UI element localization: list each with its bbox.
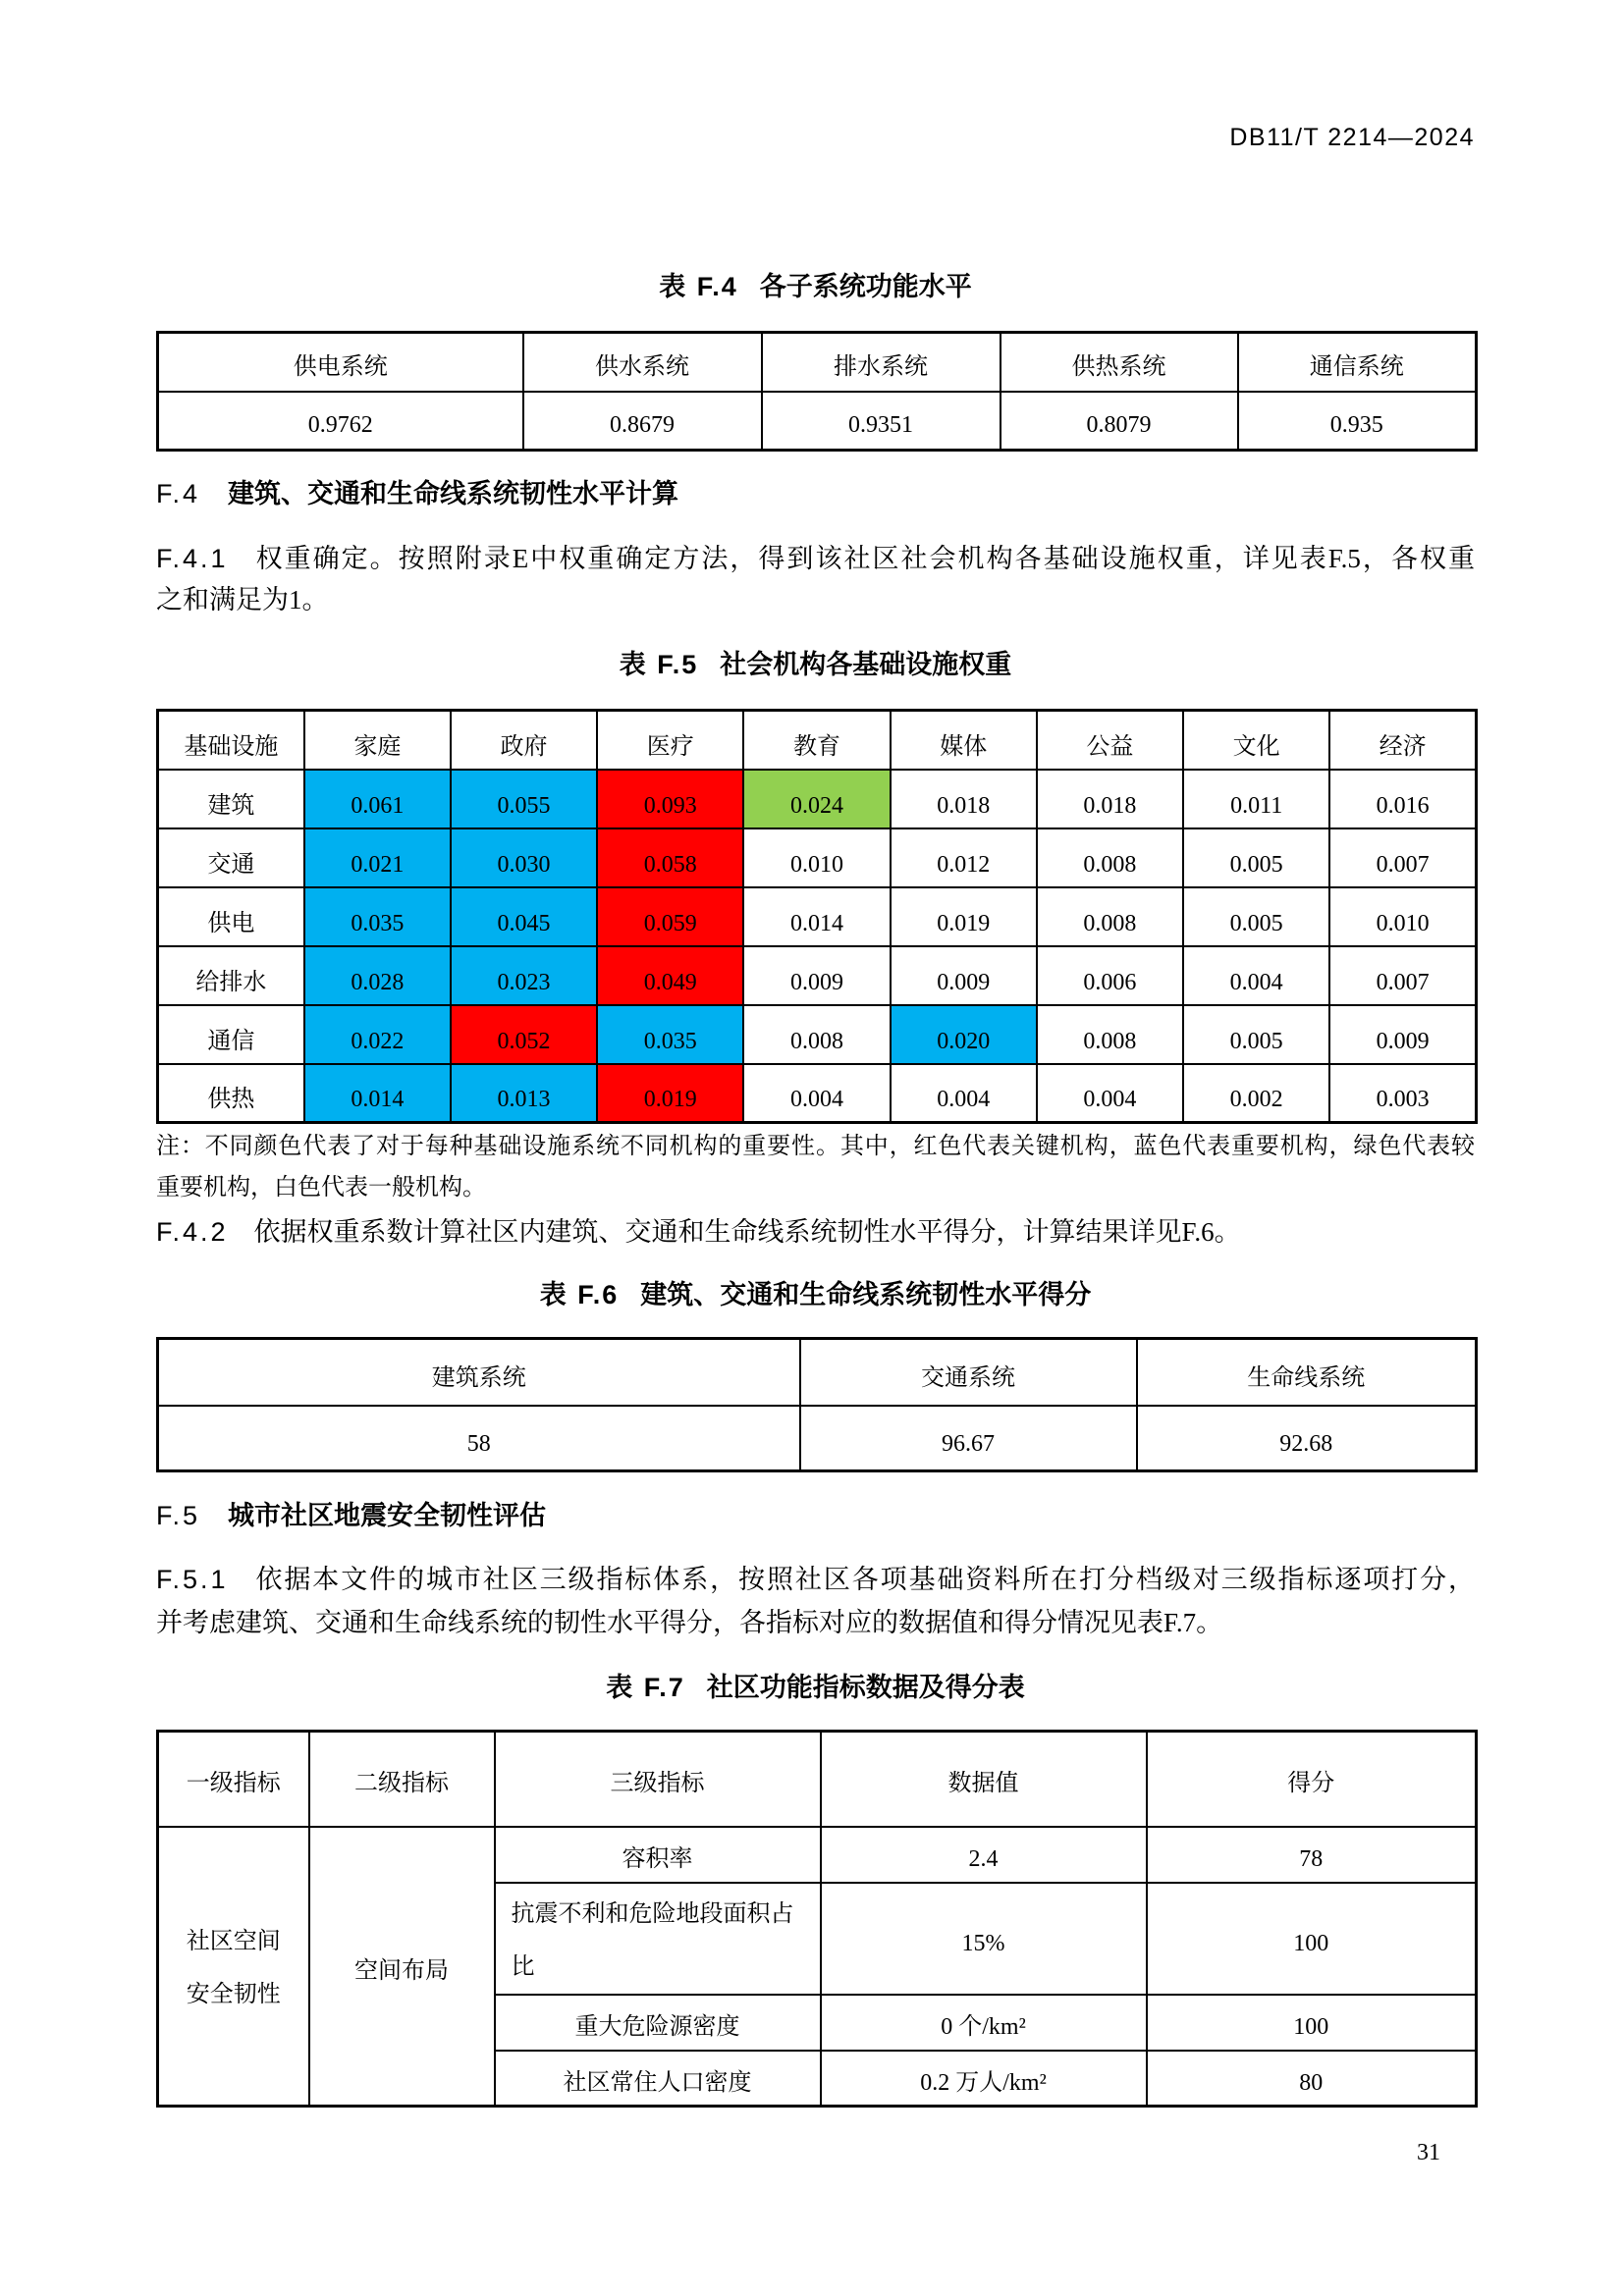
table-f5-header-cell: 经济: [1329, 711, 1476, 770]
weight-cell: 0.024: [743, 770, 890, 828]
infrastructure-name-cell: 通信: [158, 1005, 304, 1064]
table-f6-header-row: [158, 1339, 1477, 1406]
table-f4-header-cell: 供电系统: [158, 333, 523, 392]
table-f7: [156, 1730, 1478, 2108]
weight-cell: 0.035: [597, 1005, 743, 1064]
table-f5-header-cell: 公益: [1037, 711, 1183, 770]
weight-cell: 0.052: [451, 1005, 597, 1064]
level1-indicator-line: 安全韧性: [186, 1981, 281, 2007]
section-number: F.4: [156, 479, 201, 508]
page-number: 31: [1417, 2140, 1440, 2165]
table-f4-header-row: [158, 333, 1477, 392]
level3-indicator-line: 比: [511, 1953, 535, 1980]
table-f4: [156, 331, 1478, 452]
table-f5-row: [158, 887, 1477, 946]
level3-indicator-cell: 重大危险源密度: [495, 1995, 821, 2051]
weight-cell: 0.005: [1183, 828, 1329, 887]
level3-indicator-cell: [495, 1883, 821, 1995]
weight-cell: 0.004: [1037, 1064, 1183, 1123]
note-line: 注：不同颜色代表了对于每种基础设施系统不同机构的重要性。其中，红色代表关键机构，蓝色代表重要机构，绿色代表较: [156, 1134, 1475, 1159]
section-number: F.5: [156, 1501, 201, 1530]
table-f5-title-text: 社会机构各基础设施权重: [720, 650, 1012, 679]
table-f4-title: [156, 269, 1475, 304]
table-f5-label: 表 F.5: [619, 650, 699, 679]
table-f4-value-cell: 0.9762: [158, 392, 523, 451]
weight-cell: 0.007: [1329, 828, 1476, 887]
table-f6-value-cell: 58: [158, 1406, 800, 1471]
score-cell: 100: [1147, 1995, 1477, 2051]
weight-cell: 0.035: [304, 887, 451, 946]
weight-cell: 0.002: [1183, 1064, 1329, 1123]
section-title: 城市社区地震安全韧性评估: [228, 1501, 547, 1530]
weight-cell: 0.008: [1037, 828, 1183, 887]
weight-cell: 0.018: [1037, 770, 1183, 828]
level3-indicator-line: 抗震不利和危险地段面积占: [511, 1900, 794, 1927]
table-f6-title-text: 建筑、交通和生命线系统韧性水平得分: [640, 1280, 1092, 1309]
weight-cell: 0.008: [1037, 887, 1183, 946]
weight-cell: 0.022: [304, 1005, 451, 1064]
table-f6-value-cell: 92.68: [1137, 1406, 1477, 1471]
weight-cell: 0.045: [451, 887, 597, 946]
weight-cell: 0.004: [1183, 946, 1329, 1005]
weight-cell: 0.006: [1037, 946, 1183, 1005]
table-f5-header-cell: 家庭: [304, 711, 451, 770]
table-f5-header-row: [158, 711, 1477, 770]
clause-text: 依据本文件的城市社区三级指标体系，按照社区各项基础资料所在打分档级对三级指标逐项打分，: [253, 1565, 1475, 1594]
level1-indicator-line: 社区空间: [186, 1928, 281, 1954]
table-f5-row: [158, 828, 1477, 887]
weight-cell: 0.093: [597, 770, 743, 828]
table-f7-header-cell: 数据值: [821, 1732, 1147, 1827]
table-f5-header-cell: 医疗: [597, 711, 743, 770]
clause-f4-1-line: 之和满足为1。: [156, 585, 329, 614]
data-value-cell: 2.4: [821, 1827, 1147, 1883]
data-value-cell: 0 个/km²: [821, 1995, 1147, 2051]
clause-text: 依据权重系数计算社区内建筑、交通和生命线系统韧性水平得分，计算结果详见F.6。: [253, 1217, 1241, 1247]
section-f4-heading: [156, 476, 678, 511]
clause-f4-1: [156, 538, 1475, 620]
section-title: 建筑、交通和生命线系统韧性水平计算: [228, 479, 679, 508]
weight-cell: 0.010: [1329, 887, 1476, 946]
weight-cell: 0.049: [597, 946, 743, 1005]
table-f6-title: [156, 1277, 1475, 1312]
table-f5-row: [158, 946, 1477, 1005]
weight-cell: 0.023: [451, 946, 597, 1005]
table-f4-label: 表 F.4: [659, 272, 738, 301]
weight-cell: 0.016: [1329, 770, 1476, 828]
table-f7-title: [156, 1670, 1475, 1705]
table-f5-header-cell: 教育: [743, 711, 890, 770]
clause-f4-2: [156, 1211, 1475, 1253]
clause-f5-1: [156, 1558, 1475, 1644]
infrastructure-name-cell: 给排水: [158, 946, 304, 1005]
table-f5-header-cell: 文化: [1183, 711, 1329, 770]
weight-cell: 0.009: [743, 946, 890, 1005]
clause-number: F.4.2: [156, 1217, 229, 1247]
table-f4-value-cell: 0.9351: [762, 392, 1001, 451]
data-value-cell: 0.2 万人/km²: [821, 2051, 1147, 2107]
table-f7-header-cell: 一级指标: [158, 1732, 309, 1827]
weight-cell: 0.005: [1183, 887, 1329, 946]
table-f6-label: 表 F.6: [539, 1280, 620, 1309]
score-cell: 100: [1147, 1883, 1477, 1995]
score-cell: 80: [1147, 2051, 1477, 2107]
weight-cell: 0.061: [304, 770, 451, 828]
weight-cell: 0.059: [597, 887, 743, 946]
document-code: DB11/T 2214—2024: [1229, 124, 1475, 151]
weight-cell: 0.004: [743, 1064, 890, 1123]
table-f7-row: [158, 1827, 1477, 1883]
table-f4-header-cell: 排水系统: [762, 333, 1001, 392]
weight-cell: 0.009: [891, 946, 1037, 1005]
table-f4-header-cell: 供水系统: [523, 333, 762, 392]
table-f6-value-row: [158, 1406, 1477, 1471]
table-f4-header-cell: 通信系统: [1238, 333, 1477, 392]
table-f4-header-cell: 供热系统: [1001, 333, 1238, 392]
clause-f5-1-line: [156, 1558, 1475, 1601]
weight-cell: 0.010: [743, 828, 890, 887]
infrastructure-name-cell: 供热: [158, 1064, 304, 1123]
weight-cell: 0.014: [743, 887, 890, 946]
clause-f4-1-line: [156, 538, 1475, 579]
table-f6-header-cell: 生命线系统: [1137, 1339, 1477, 1406]
clause-number: F.5.1: [156, 1565, 229, 1594]
table-f6: [156, 1337, 1478, 1472]
table-f5-header-cell: 基础设施: [158, 711, 304, 770]
weight-cell: 0.018: [891, 770, 1037, 828]
table-f5-title: [156, 647, 1475, 682]
weight-cell: 0.011: [1183, 770, 1329, 828]
infrastructure-name-cell: 建筑: [158, 770, 304, 828]
table-f7-title-text: 社区功能指标数据及得分表: [706, 1673, 1025, 1702]
weight-cell: 0.014: [304, 1064, 451, 1123]
clause-number: F.4.1: [156, 544, 229, 573]
weight-cell: 0.012: [891, 828, 1037, 887]
table-f7-header-cell: 二级指标: [309, 1732, 495, 1827]
note-line: 重要机构，白色代表一般机构。: [156, 1175, 486, 1201]
infrastructure-name-cell: 供电: [158, 887, 304, 946]
table-f6-value-cell: 96.67: [800, 1406, 1137, 1471]
score-cell: 78: [1147, 1827, 1477, 1883]
weight-cell: 0.009: [1329, 1005, 1476, 1064]
level2-indicator-cell: 空间布局: [309, 1827, 495, 2107]
table-f4-value-row: [158, 392, 1477, 451]
clause-text: 权重确定。按照附录E中权重确定方法，得到该社区社会机构各基础设施权重，详见表F.5，各权重: [253, 544, 1475, 573]
table-f5-row: [158, 770, 1477, 828]
weight-cell: 0.020: [891, 1005, 1037, 1064]
weight-cell: 0.013: [451, 1064, 597, 1123]
table-f7-header-cell: 三级指标: [495, 1732, 821, 1827]
weight-cell: 0.007: [1329, 946, 1476, 1005]
clause-f4-2-line: [156, 1211, 1475, 1253]
table-f5-row: [158, 1064, 1477, 1123]
weight-cell: 0.003: [1329, 1064, 1476, 1123]
table-f7-header-row: [158, 1732, 1477, 1827]
weight-cell: 0.030: [451, 828, 597, 887]
weight-cell: 0.004: [891, 1064, 1037, 1123]
table-f4-value-cell: 0.935: [1238, 392, 1477, 451]
table-f6-header-cell: 交通系统: [800, 1339, 1137, 1406]
table-f5-header-cell: 政府: [451, 711, 597, 770]
level3-indicator-cell: 容积率: [495, 1827, 821, 1883]
table-f4-title-text: 各子系统功能水平: [759, 272, 972, 301]
weight-cell: 0.055: [451, 770, 597, 828]
table-f4-value-cell: 0.8679: [523, 392, 762, 451]
table-f6-header-cell: 建筑系统: [158, 1339, 800, 1406]
table-f7-label: 表 F.7: [606, 1673, 685, 1702]
weight-cell: 0.028: [304, 946, 451, 1005]
level3-indicator-cell: 社区常住人口密度: [495, 2051, 821, 2107]
table-f5-header-cell: 媒体: [891, 711, 1037, 770]
clause-f5-1-line: 并考虑建筑、交通和生命线系统的韧性水平得分，各指标对应的数据值和得分情况见表F.7。: [156, 1608, 1223, 1637]
data-value-cell: 15%: [821, 1883, 1147, 1995]
table-f7-header-cell: 得分: [1147, 1732, 1477, 1827]
infrastructure-name-cell: 交通: [158, 828, 304, 887]
weight-cell: 0.019: [597, 1064, 743, 1123]
table-f5-note: [156, 1126, 1475, 1208]
weight-cell: 0.008: [1037, 1005, 1183, 1064]
table-f5: [156, 709, 1478, 1124]
table-f4-value-cell: 0.8079: [1001, 392, 1238, 451]
weight-cell: 0.021: [304, 828, 451, 887]
level1-indicator-cell: [158, 1827, 309, 2107]
weight-cell: 0.019: [891, 887, 1037, 946]
section-f5-heading: [156, 1498, 546, 1533]
weight-cell: 0.008: [743, 1005, 890, 1064]
table-f5-row: [158, 1005, 1477, 1064]
weight-cell: 0.058: [597, 828, 743, 887]
weight-cell: 0.005: [1183, 1005, 1329, 1064]
